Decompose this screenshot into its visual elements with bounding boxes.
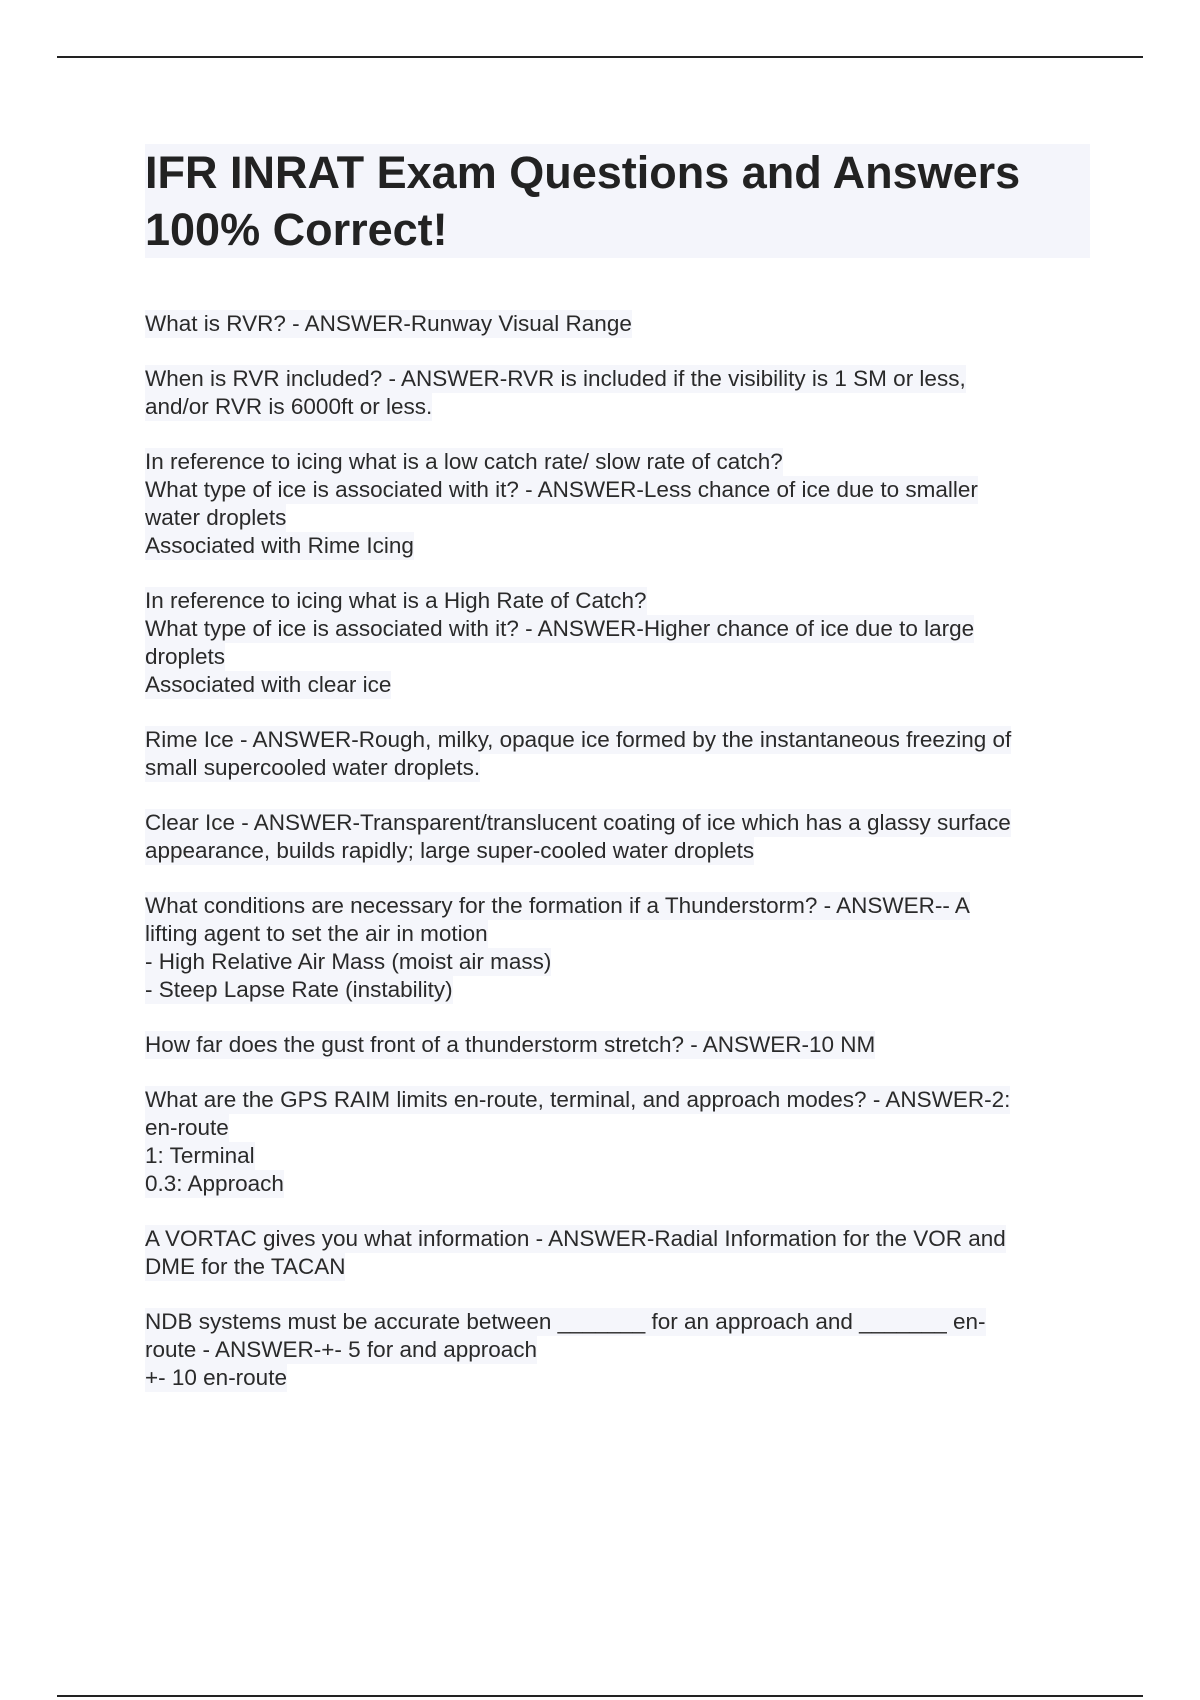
qa-entry [145,310,1090,338]
qa-line: 0.3: Approach [145,1171,284,1196]
qa-line: DME for the TACAN [145,1254,346,1279]
qa-line: droplets [145,644,226,669]
qa-line: In reference to icing what is a High Rate of Catch? [145,588,647,613]
qa-line: and/or RVR is 6000ft or less. [145,394,433,419]
qa-entry [145,1308,1090,1392]
qa-entry [145,892,1090,1004]
qa-line: Clear Ice - ANSWER-Transparent/translucent coating of ice which has a glassy surface [145,810,1011,835]
qa-line: 1: Terminal [145,1143,255,1168]
qa-line: route - ANSWER-+- 5 for and approach [145,1337,538,1362]
qa-entry [145,587,1090,699]
document-title [145,144,1090,258]
page-top-rule [57,56,1143,58]
qa-line: appearance, builds rapidly; large super-cooled water droplets [145,838,755,863]
qa-line: lifting agent to set the air in motion [145,921,488,946]
qa-line: What conditions are necessary for the formation if a Thunderstorm? - ANSWER-- A [145,893,970,918]
qa-list [145,310,1090,1392]
qa-line: NDB systems must be accurate between _______ for an approach and _______ en- [145,1309,986,1334]
qa-line: Rime Ice - ANSWER-Rough, milky, opaque ice formed by the instantaneous freezing of [145,727,1012,752]
qa-entry [145,1086,1090,1198]
qa-line: A VORTAC gives you what information - ANSWER-Radial Information for the VOR and [145,1226,1006,1251]
qa-entry [145,365,1090,421]
qa-line: - Steep Lapse Rate (instability) [145,977,453,1002]
qa-entry [145,809,1090,865]
qa-entry [145,1225,1090,1281]
document-body [145,144,1090,1419]
qa-line: water droplets [145,505,287,530]
qa-line: Associated with clear ice [145,672,392,697]
page-bottom-rule [57,1695,1143,1697]
qa-entry [145,448,1090,560]
qa-line: What type of ice is associated with it? - ANSWER-Less chance of ice due to smaller [145,477,978,502]
qa-line: en-route [145,1115,229,1140]
title-line-2: 100% Correct! [145,204,448,255]
qa-line: Associated with Rime Icing [145,533,414,558]
qa-entry [145,726,1090,782]
qa-line: In reference to icing what is a low catch rate/ slow rate of catch? [145,449,783,474]
qa-line: When is RVR included? - ANSWER-RVR is included if the visibility is 1 SM or less, [145,366,966,391]
title-line-1: IFR INRAT Exam Questions and Answers [145,147,1021,198]
qa-line: What is RVR? - ANSWER-Runway Visual Range [145,311,632,336]
qa-entry [145,1031,1090,1059]
qa-line: small supercooled water droplets. [145,755,481,780]
qa-line: What are the GPS RAIM limits en-route, terminal, and approach modes? - ANSWER-2: [145,1087,1011,1112]
qa-line: How far does the gust front of a thunderstorm stretch? - ANSWER-10 NM [145,1032,876,1057]
qa-line: +- 10 en-route [145,1365,287,1390]
qa-line: - High Relative Air Mass (moist air mass) [145,949,552,974]
qa-line: What type of ice is associated with it? - ANSWER-Higher chance of ice due to large [145,616,975,641]
